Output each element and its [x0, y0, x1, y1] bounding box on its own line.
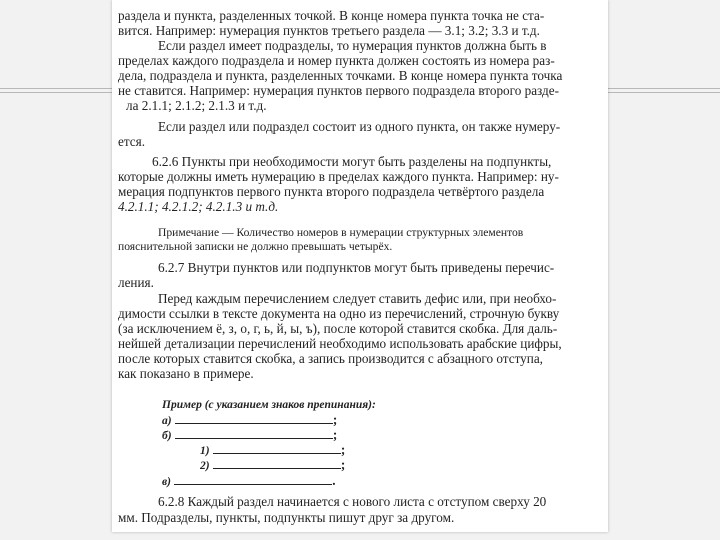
text-line: после которых ставится скобка, а запись производится с абзацного отступа, — [118, 352, 543, 366]
text-line: 6.2.7 Внутри пунктов или подпунктов могут быть приведены перечис- — [158, 261, 555, 275]
text-line: 6.2.6 Пункты при необходимости могут быть разделены на подпункты, — [152, 155, 552, 169]
decorative-line-right-2 — [608, 92, 720, 93]
text-line: димости ссылки в тексте документа на одно из перечислений, строчную букву — [118, 307, 560, 321]
decorative-line-left-2 — [0, 92, 112, 93]
text-line: Если раздел имеет подразделы, то нумерация пунктов должна быть в — [158, 39, 547, 53]
text-line: ла 2.1.1; 2.1.2; 2.1.3 и т.д. — [126, 99, 267, 113]
note-line: Примечание — Количество номеров в нумерации структурных элементов — [158, 226, 524, 239]
text-line: Если раздел или подраздел состоит из одного пункта, он также нумеру- — [158, 120, 561, 134]
text-line: которые должны иметь нумерацию в пределах каждого пункта. Например: ну- — [118, 170, 559, 184]
example-item-a: а) ; — [162, 413, 338, 427]
text-line: не ставится. Например: нумерация пунктов первого подраздела второго разде- — [118, 84, 559, 98]
text-line: 6.2.8 Каждый раздел начинается с нового листа с отступом сверху 20 — [158, 495, 547, 509]
text-line: мерация подпунктов первого пункта второго подраздела четвёртого раздела — [118, 185, 545, 199]
text-line: вится. Например: нумерация пунктов третьего раздела — 3.1; 3.2; 3.3 и т.д. — [118, 24, 540, 38]
note-line: пояснительной записки не должно превышать четырёх. — [118, 240, 393, 253]
text-line: раздела и пункта, разделенных точкой. В конце номера пункта точка не ста- — [118, 9, 545, 23]
text-line: Перед каждым перечислением следует ставить дефис или, при необхо- — [158, 292, 557, 306]
example-item-2: 2) ; — [200, 458, 346, 472]
text-line: дела, подраздела и пункта, разделенных точками. В конце номера пункта точка — [118, 69, 563, 83]
text-line: мм. Подразделы, пункты, подпункты пишут друг за другом. — [118, 511, 455, 525]
text-line: пределах каждого подраздела и номер пункта должен состоять из номера раз- — [118, 54, 555, 68]
text-line: (за исключением ё, з, о, г, ь, й, ы, ъ), после которой ставится скобка. Для даль- — [118, 322, 558, 336]
example-item-1: 1) ; — [200, 443, 346, 457]
decorative-line-left-1 — [0, 88, 112, 89]
document-page — [112, 0, 608, 532]
example-item-b: б) ; — [162, 428, 338, 442]
text-line: как показано в примере. — [118, 367, 254, 381]
text-line: 4.2.1.1; 4.2.1.2; 4.2.1.3 и т.д. — [118, 200, 279, 214]
text-line: ется. — [118, 135, 145, 149]
text-line: нейшей детализации перечислений необходимо использовать арабские цифры, — [118, 337, 562, 351]
example-heading: Пример (с указанием знаков препинания): — [162, 399, 376, 411]
decorative-line-right-1 — [608, 88, 720, 89]
text-line: ления. — [118, 276, 154, 290]
example-item-c: в) . — [162, 474, 336, 488]
